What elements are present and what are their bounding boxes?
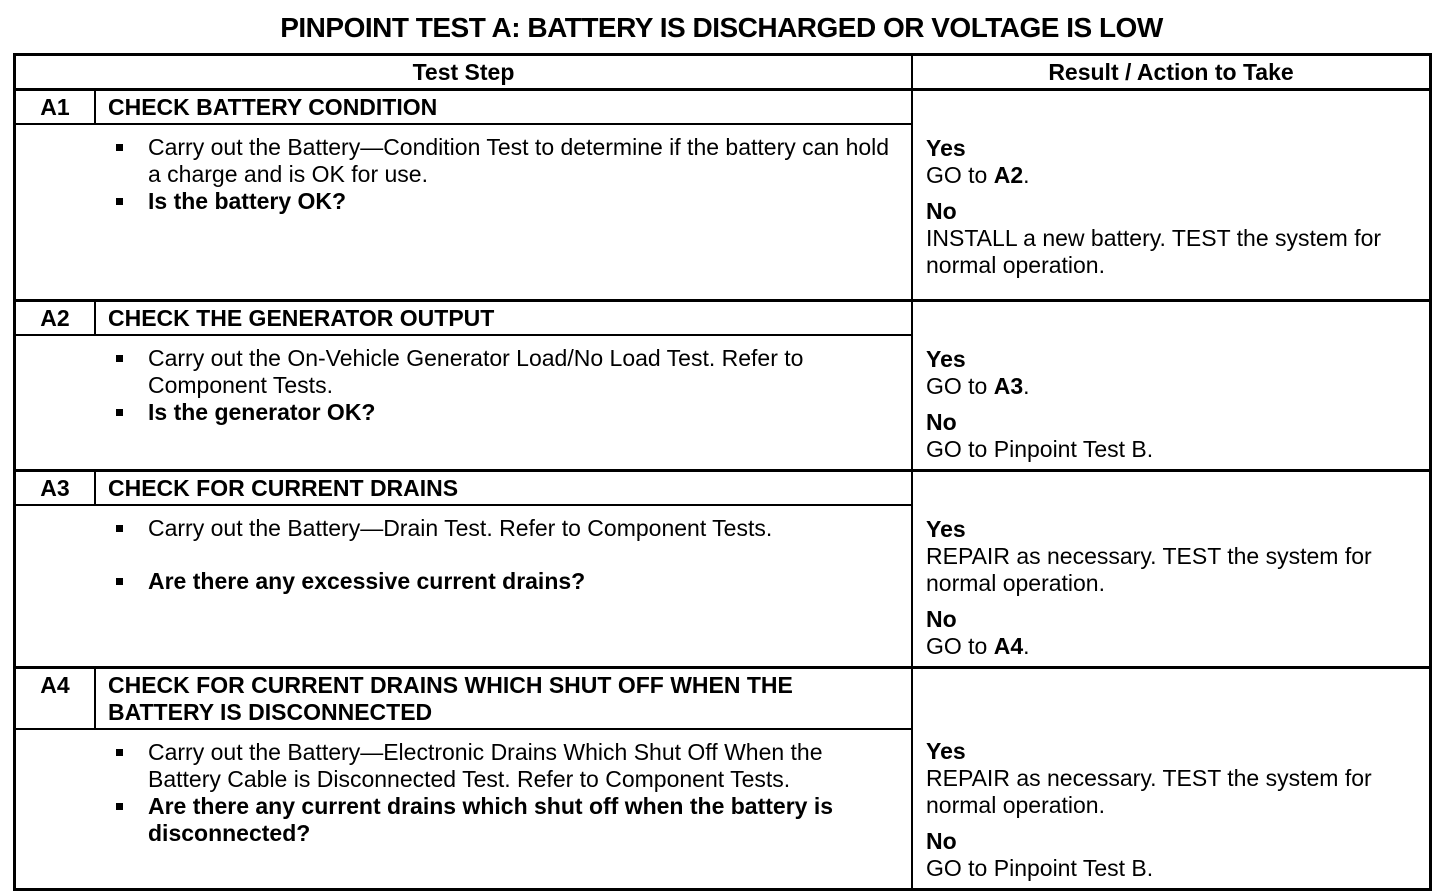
step-instruction: Carry out the On-Vehicle Generator Load/No Load Test. Refer to Component Tests. <box>148 345 804 398</box>
step-id: A2 <box>16 302 96 334</box>
bullet-icon <box>116 803 123 810</box>
bullet-item <box>116 793 891 847</box>
bullet-item <box>116 134 891 188</box>
bullet-icon <box>116 409 123 416</box>
result-action: GO to A4. <box>926 633 1030 659</box>
result-action: INSTALL a new battery. TEST the system for normal operation. <box>926 225 1382 278</box>
result-action: GO to A3. <box>926 373 1030 399</box>
result-action: GO to A2. <box>926 162 1030 188</box>
bullet-icon <box>116 198 123 205</box>
step-header <box>16 669 911 730</box>
result-block <box>926 409 1419 463</box>
result-block <box>926 135 1419 189</box>
result-block <box>926 606 1419 660</box>
step-instructions <box>16 125 911 299</box>
step-result-cell <box>913 91 1429 299</box>
step-title: CHECK BATTERY CONDITION <box>108 94 438 120</box>
step-header <box>16 302 911 336</box>
bullet-icon <box>116 355 123 362</box>
document-page <box>0 13 1440 879</box>
bullet-item <box>116 188 891 215</box>
bullet-icon <box>116 578 123 585</box>
result-answer: Yes <box>926 738 966 764</box>
result-action: GO to Pinpoint Test B. <box>926 855 1154 881</box>
result-answer: No <box>926 606 957 632</box>
step-instruction: Carry out the Battery—Condition Test to determine if the battery can hold a charge and is OK for use. <box>148 134 890 187</box>
result-answer: Yes <box>926 346 966 372</box>
step-instruction: Carry out the Battery—Drain Test. Refer to Component Tests. <box>148 515 773 541</box>
result-block <box>926 346 1419 400</box>
step-result-cell <box>913 669 1429 888</box>
step-header <box>16 91 911 125</box>
step-instruction: Carry out the Battery—Electronic Drains Which Shut Off When the Battery Cable is Disconnected Test. Refer to Component Tests. <box>148 739 823 792</box>
test-steps-container <box>16 91 1429 888</box>
result-block <box>926 828 1419 882</box>
test-step-cell <box>16 669 913 888</box>
result-answer: No <box>926 409 957 435</box>
step-question: Is the generator OK? <box>148 399 376 425</box>
bullet-icon <box>116 749 123 756</box>
bullet-item <box>116 345 891 399</box>
result-answer: Yes <box>926 516 966 542</box>
test-step-row <box>16 91 1429 302</box>
step-question: Are there any current drains which shut off when the battery is disconnected? <box>148 793 834 846</box>
column-header-test-step: Test Step <box>16 56 913 88</box>
step-result-cell <box>913 302 1429 469</box>
bullet-item <box>116 515 891 542</box>
result-block <box>926 516 1419 597</box>
result-action: REPAIR as necessary. TEST the system for normal operation. <box>926 765 1372 818</box>
step-title: CHECK FOR CURRENT DRAINS <box>108 475 459 501</box>
result-answer: Yes <box>926 135 966 161</box>
bullet-item <box>116 399 891 426</box>
step-id: A3 <box>16 472 96 504</box>
result-block <box>926 198 1419 279</box>
step-title: CHECK FOR CURRENT DRAINS WHICH SHUT OFF WHEN THE BATTERY IS DISCONNECTED <box>108 672 793 725</box>
test-step-row <box>16 472 1429 669</box>
result-answer: No <box>926 198 957 224</box>
bullet-item <box>116 568 891 595</box>
step-title: CHECK THE GENERATOR OUTPUT <box>108 305 495 331</box>
step-header <box>16 472 911 506</box>
test-step-row <box>16 669 1429 888</box>
step-result-cell <box>913 472 1429 666</box>
test-step-cell <box>16 472 913 666</box>
step-instructions <box>16 506 911 666</box>
step-id: A4 <box>16 669 96 728</box>
bullet-item <box>116 739 891 793</box>
page-title: PINPOINT TEST A: BATTERY IS DISCHARGED OR VOLTAGE IS LOW <box>280 12 1163 43</box>
step-question: Are there any excessive current drains? <box>148 568 586 594</box>
step-question: Is the battery OK? <box>148 188 347 214</box>
test-step-row <box>16 302 1429 472</box>
bullet-icon <box>116 144 123 151</box>
result-action: REPAIR as necessary. TEST the system for normal operation. <box>926 543 1372 596</box>
test-step-cell <box>16 302 913 469</box>
step-instructions <box>16 730 911 888</box>
bullet-icon <box>116 525 123 532</box>
step-instructions <box>16 336 911 469</box>
test-step-cell <box>16 91 913 299</box>
pinpoint-test-table <box>13 53 1432 891</box>
column-header-result-action: Result / Action to Take <box>1048 59 1294 85</box>
result-action: GO to Pinpoint Test B. <box>926 436 1154 462</box>
result-answer: No <box>926 828 957 854</box>
step-id: A1 <box>16 91 96 123</box>
table-header-row <box>16 56 1429 91</box>
result-block <box>926 738 1419 819</box>
